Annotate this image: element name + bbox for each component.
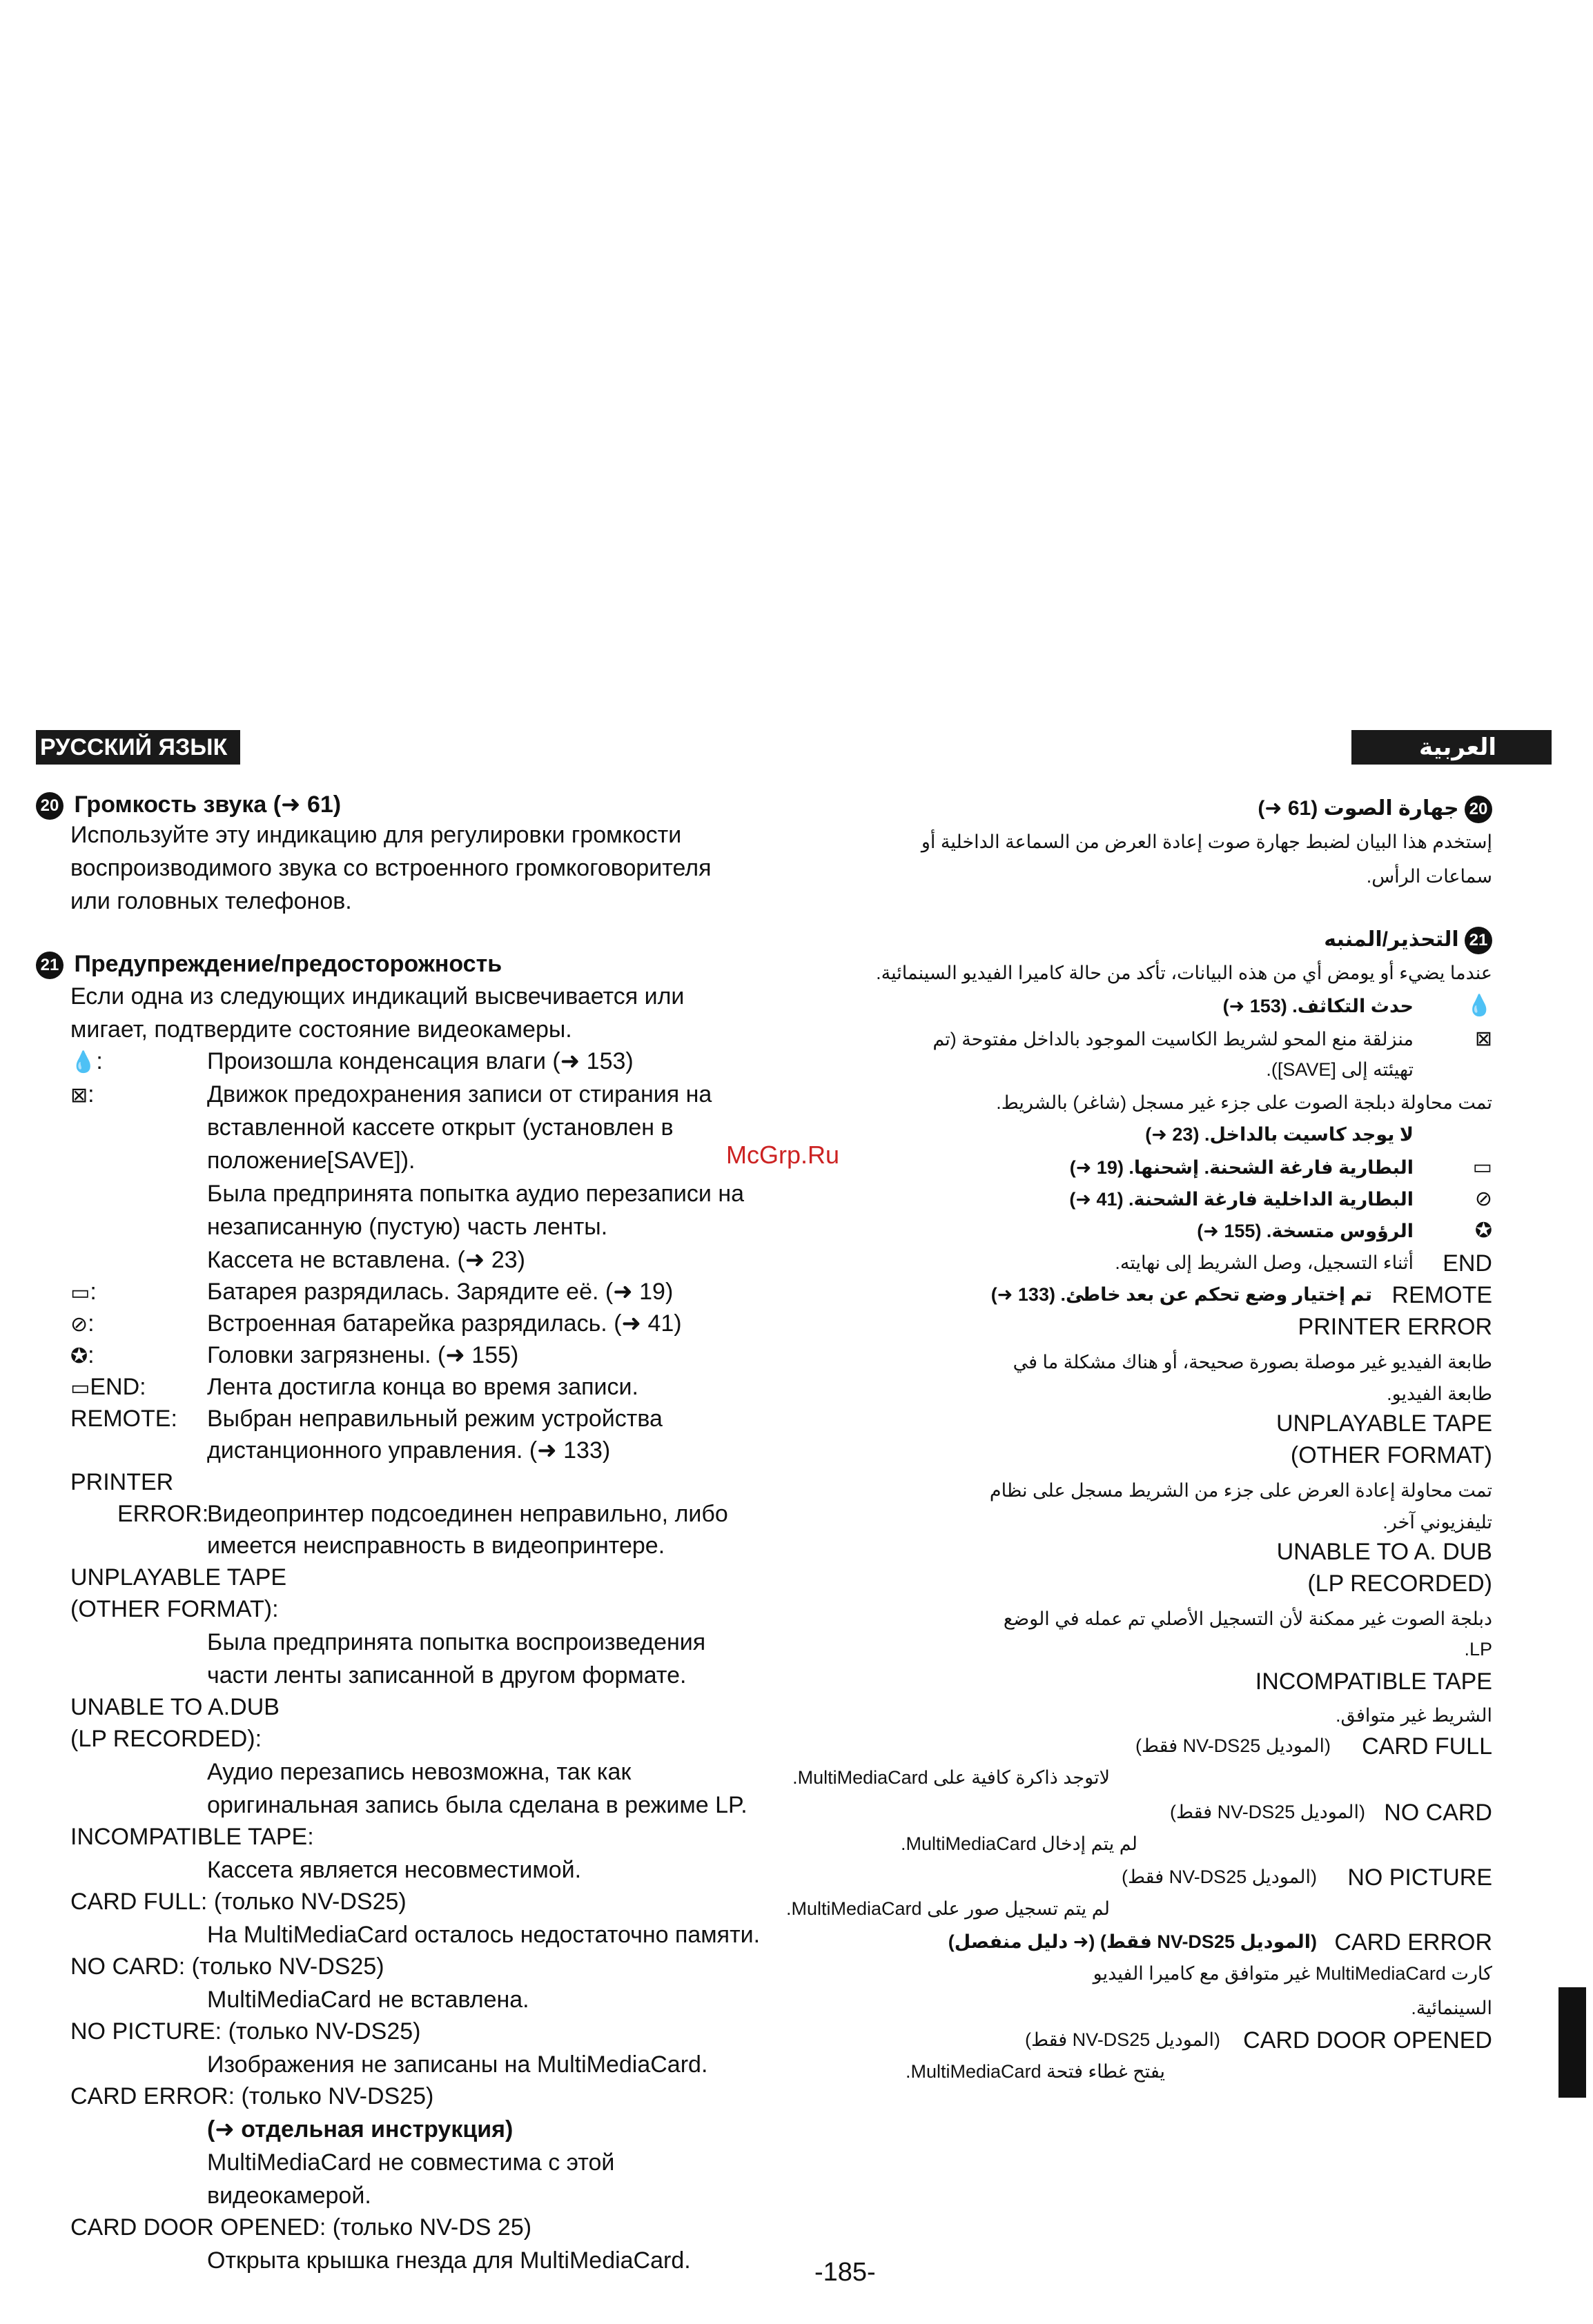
ar-remote-text: تم إختيار وضع تحكم عن بعد خاطئ. (133 ➜) — [990, 1284, 1372, 1305]
ar-section-21-title: التحذير/المنبه — [1324, 928, 1459, 951]
ar-printer-line-1: طابعة الفيديو غير موصلة بصورة صحيحة، أو هناك مشكلة ما في — [1013, 1352, 1492, 1372]
ar-card-door-label: CARD DOOR OPENED — [1243, 2027, 1492, 2054]
ru-item-remote-line-1: Выбран неправильный режим устройства — [207, 1406, 663, 1432]
ar-item-condensation-text: حدث التكاثف. (153 ➜) — [1222, 996, 1414, 1016]
ar-no-card-text: لم يتم إدخال MultiMediaCard. — [901, 1833, 1137, 1854]
ar-section-21-heading — [1324, 926, 1492, 954]
ru-no-picture-label: NO PICTURE: (только NV-DS25) — [70, 2018, 421, 2045]
ar-item-erase-line-4: لا يوجد كاسيت بالداخل. (23 ➜) — [1145, 1124, 1414, 1145]
ar-s20-body-1: إستخدم هذا البيان لضبط جهارة صوت إعادة العرض من السماعة الداخلية أو — [921, 831, 1492, 852]
ru-card-door-line: Открыта крышка гнезда для MultiMediaCard. — [207, 2247, 691, 2274]
ru-no-card-line: MultiMediaCard не вставлена. — [207, 1987, 529, 2013]
ru-item-tape-end — [70, 1370, 146, 1404]
item-label: : — [88, 1081, 95, 1107]
ar-item-battery-icon: ▭ — [1472, 1156, 1492, 1179]
ru-no-picture-line: Изображения не записаны на MultiMediaCard. — [207, 2051, 708, 2078]
ru-item-condensation — [70, 1045, 103, 1078]
ru-item-heads-text: Головки загрязнены. (➜ 155) — [207, 1342, 519, 1368]
ru-s21-intro-2: мигает, подтвердите состояние видеокамеры. — [70, 1016, 572, 1043]
ru-card-door-label: CARD DOOR OPENED: (только NV-DS 25) — [70, 2214, 532, 2241]
ar-card-door-text: يفتح غطاء فتحة MultiMediaCard. — [906, 2061, 1165, 2082]
ar-card-error-line-1: كارت MultiMediaCard غير متوافق مع كاميرا الفيديو — [1093, 1963, 1492, 1984]
ar-remote-label: REMOTE — [1391, 1282, 1492, 1308]
ar-end-label: END — [1443, 1250, 1492, 1277]
battery-empty-icon: ▭ — [70, 1281, 90, 1304]
ru-card-full-label: CARD FULL: (только NV-DS25) — [70, 1889, 407, 1915]
ru-printer-label-2: ERROR: — [117, 1501, 209, 1527]
ar-item-erase-line-2: تهيئته إلى [SAVE]). — [1266, 1059, 1414, 1080]
watermark: McGrp.Ru — [726, 1141, 840, 1169]
ar-item-erase-icon: ⊠ — [1474, 1027, 1492, 1050]
ru-card-error-line-2: видеокамерой. — [207, 2183, 371, 2209]
ru-item-erase-protection — [70, 1078, 95, 1111]
ru-item-remote-line-2: дистанционного управления. (➜ 133) — [207, 1437, 611, 1464]
arabic-language-tag: العربية — [1351, 730, 1552, 765]
item-label: : — [88, 1342, 95, 1368]
ru-item-erase-line-6: Кассета не вставлена. (➜ 23) — [207, 1247, 525, 1273]
ar-unplayable-line-2: تليفزيوني آخر. — [1382, 1512, 1492, 1533]
ru-item-builtin-battery — [70, 1307, 95, 1340]
ru-section-20-title: Громкость звука (➜ 61) — [74, 791, 342, 818]
ru-s20-body-1: Используйте эту индикацию для регулировки громкости — [70, 822, 682, 848]
ar-card-error-line-2: السينمائية. — [1411, 1998, 1492, 2018]
ru-unplayable-line-1: Была предпринята попытка воспроизведения — [207, 1629, 706, 1655]
tape-end-icon: ▭ — [70, 1377, 90, 1399]
page-number: -185- — [814, 2258, 876, 2287]
section-number-badge: 20 — [1465, 796, 1492, 823]
ru-unplayable-label-1: UNPLAYABLE TAPE — [70, 1564, 287, 1591]
ar-unable-line-2: LP. — [1464, 1639, 1492, 1660]
ar-no-picture-model: (الموديل NV-DS25 فقط) — [1121, 1867, 1317, 1887]
ru-section-21-heading — [36, 947, 502, 981]
ar-no-card-label: NO CARD — [1384, 1800, 1492, 1826]
ru-section-20-heading — [36, 788, 341, 821]
ru-no-card-label: NO CARD: (только NV-DS25) — [70, 1953, 384, 1980]
ru-item-heads — [70, 1339, 95, 1372]
cassette-protect-icon: ⊠ — [70, 1084, 88, 1107]
ar-card-error-label: CARD ERROR — [1334, 1929, 1492, 1956]
ru-card-error-reference: (➜ отдельная инструкция) — [207, 2116, 514, 2143]
ru-item-condensation-text: Произошла конденсация влаги (➜ 153) — [207, 1048, 634, 1074]
section-number-badge: 20 — [36, 792, 63, 820]
section-number-badge: 21 — [36, 952, 63, 979]
ar-item-builtin-battery-text: البطارية الداخلية فارغة الشحنة. (41 ➜) — [1069, 1189, 1414, 1210]
ar-s20-body-2: سماعات الرأس. — [1366, 866, 1492, 887]
ru-printer-line-1: Видеопринтер подсоединен неправильно, либо — [207, 1501, 728, 1527]
ar-item-erase-line-3: تمت محاولة دبلجة الصوت على جزء غير مسجل (شاغر) بالشريط. — [996, 1092, 1492, 1113]
section-number-badge: 21 — [1465, 927, 1492, 954]
ar-unable-label-1: UNABLE TO A. DUB — [1276, 1539, 1492, 1565]
ar-section-20-heading — [1258, 795, 1492, 823]
ru-printer-line-2: имеется неисправность в видеопринтере. — [207, 1533, 665, 1559]
ar-item-condensation-icon: 💧 — [1466, 994, 1492, 1017]
ar-unable-line-1: دبلجة الصوت غير ممكنة لأن التسجيل الأصلي تم عمله في الوضع — [1003, 1608, 1492, 1629]
ar-card-full-model: (الموديل NV-DS25 فقط) — [1135, 1735, 1331, 1756]
ru-item-erase-line-1: Движок предохранения записи от стирания на — [207, 1081, 712, 1107]
item-label: : — [96, 1048, 103, 1074]
ar-printer-line-2: طابعة الفيديو. — [1387, 1383, 1492, 1404]
ru-unable-label-1: UNABLE TO A.DUB — [70, 1694, 280, 1720]
ru-card-full-line: На MultiMediaCard осталось недостаточно памяти. — [207, 1922, 761, 1948]
ru-item-tape-end-text: Лента достигла конца во время записи. — [207, 1374, 638, 1400]
ru-item-battery-text: Батарея разрядилась. Зарядите её. (➜ 19) — [207, 1279, 674, 1305]
ru-incompatible-line: Кассета является несовместимой. — [207, 1857, 582, 1883]
ar-unplayable-label-1: UNPLAYABLE TAPE — [1276, 1410, 1492, 1437]
ar-item-battery-text: البطارية فارغة الشحنة. إشحنها. (19 ➜) — [1069, 1157, 1414, 1178]
ar-printer-label: PRINTER ERROR — [1298, 1314, 1492, 1340]
builtin-battery-icon: ⊘ — [70, 1313, 88, 1336]
ru-card-error-label: CARD ERROR: (только NV-DS25) — [70, 2083, 434, 2109]
ar-no-picture-text: لم يتم تسجيل صور على MultiMediaCard. — [785, 1898, 1110, 1919]
ar-card-full-text: لاتوجد ذاكرة كافية على MultiMediaCard. — [792, 1767, 1110, 1788]
ru-item-erase-line-4: Была предпринята попытка аудио перезаписи на — [207, 1181, 745, 1207]
item-label: END: — [90, 1374, 146, 1400]
ru-incompatible-label: INCOMPATIBLE TAPE: — [70, 1824, 314, 1850]
ru-unable-label-2: (LP RECORDED): — [70, 1726, 262, 1752]
ru-s20-body-3: или головных телефонов. — [70, 888, 352, 914]
ru-item-battery — [70, 1275, 97, 1308]
ar-item-heads-text: الرؤوس متسخة. (155 ➜) — [1197, 1221, 1414, 1241]
ru-item-builtin-battery-text: Встроенная батарейка разрядилась. (➜ 41) — [207, 1310, 682, 1337]
ru-card-error-line-1: MultiMediaCard не совместима с этой — [207, 2149, 615, 2176]
item-label: : — [88, 1310, 95, 1337]
russian-language-tag: РУССКИЙ ЯЗЫК — [36, 730, 240, 765]
ru-item-erase-line-2: вставленной кассете открыт (установлен в — [207, 1114, 674, 1141]
ru-item-erase-line-3: положение[SAVE]). — [207, 1148, 416, 1174]
ru-unable-line-1: Аудио перезапись невозможна, так как — [207, 1759, 632, 1785]
ar-s21-intro: عندما يضيء أو يومض أي من هذه البيانات، تأكد من حالة كاميرا الفيديو السينمائية. — [876, 963, 1492, 983]
ru-s20-body-2: воспроизводимого звука со встроенного громкоговорителя — [70, 855, 712, 881]
ru-unable-line-2: оригинальная запись была сделана в режиме LP. — [207, 1792, 747, 1818]
ar-end-text: أثناء التسجيل، وصل الشريط إلى نهايته. — [1115, 1252, 1414, 1273]
ru-item-remote: REMOTE: — [70, 1406, 177, 1432]
ru-unplayable-line-2: части ленты записанной в другом формате. — [207, 1662, 687, 1688]
item-label: : — [90, 1279, 97, 1305]
ar-no-picture-label: NO PICTURE — [1347, 1864, 1492, 1891]
ar-unable-label-2: (LP RECORDED) — [1307, 1570, 1492, 1597]
ar-item-builtin-battery-icon: ⊘ — [1474, 1188, 1492, 1210]
ar-unplayable-line-1: تمت محاولة إعادة العرض على جزء من الشريط مسجل على نظام — [989, 1480, 1492, 1501]
condensation-icon: 💧 — [70, 1051, 97, 1074]
dirty-heads-icon: ✪ — [70, 1345, 88, 1368]
ru-section-21-title: Предупреждение/предосторожность — [74, 951, 502, 977]
ru-printer-label-1: PRINTER — [70, 1469, 174, 1495]
ar-card-full-label: CARD FULL — [1362, 1733, 1492, 1760]
ar-item-erase-line-1: منزلقة منع المحو لشريط الكاسيت الموجود بالداخل مفتوحة (تم — [932, 1029, 1414, 1050]
ar-card-error-model: (الموديل NV-DS25 فقط) (➜ دليل منفصل) — [948, 1931, 1317, 1952]
ar-card-door-model: (الموديل NV-DS25 فقط) — [1024, 2029, 1220, 2050]
ar-incompatible-text: الشريط غير متوافق. — [1335, 1705, 1492, 1726]
ar-incompatible-label: INCOMPATIBLE TAPE — [1255, 1668, 1492, 1695]
ar-no-card-model: (الموديل NV-DS25 فقط) — [1169, 1802, 1365, 1822]
ar-unplayable-label-2: (OTHER FORMAT) — [1290, 1442, 1492, 1468]
ru-s21-intro-1: Если одна из следующих индикаций высвечивается или — [70, 983, 685, 1010]
ar-section-20-title: جهارة الصوت (61 ➜) — [1258, 797, 1459, 820]
ru-unplayable-label-2: (OTHER FORMAT): — [70, 1596, 279, 1622]
ar-item-heads-icon: ✪ — [1474, 1219, 1492, 1242]
ru-item-erase-line-5: незаписанную (пустую) часть ленты. — [207, 1214, 608, 1240]
page-edge-marker — [1558, 1987, 1586, 2098]
